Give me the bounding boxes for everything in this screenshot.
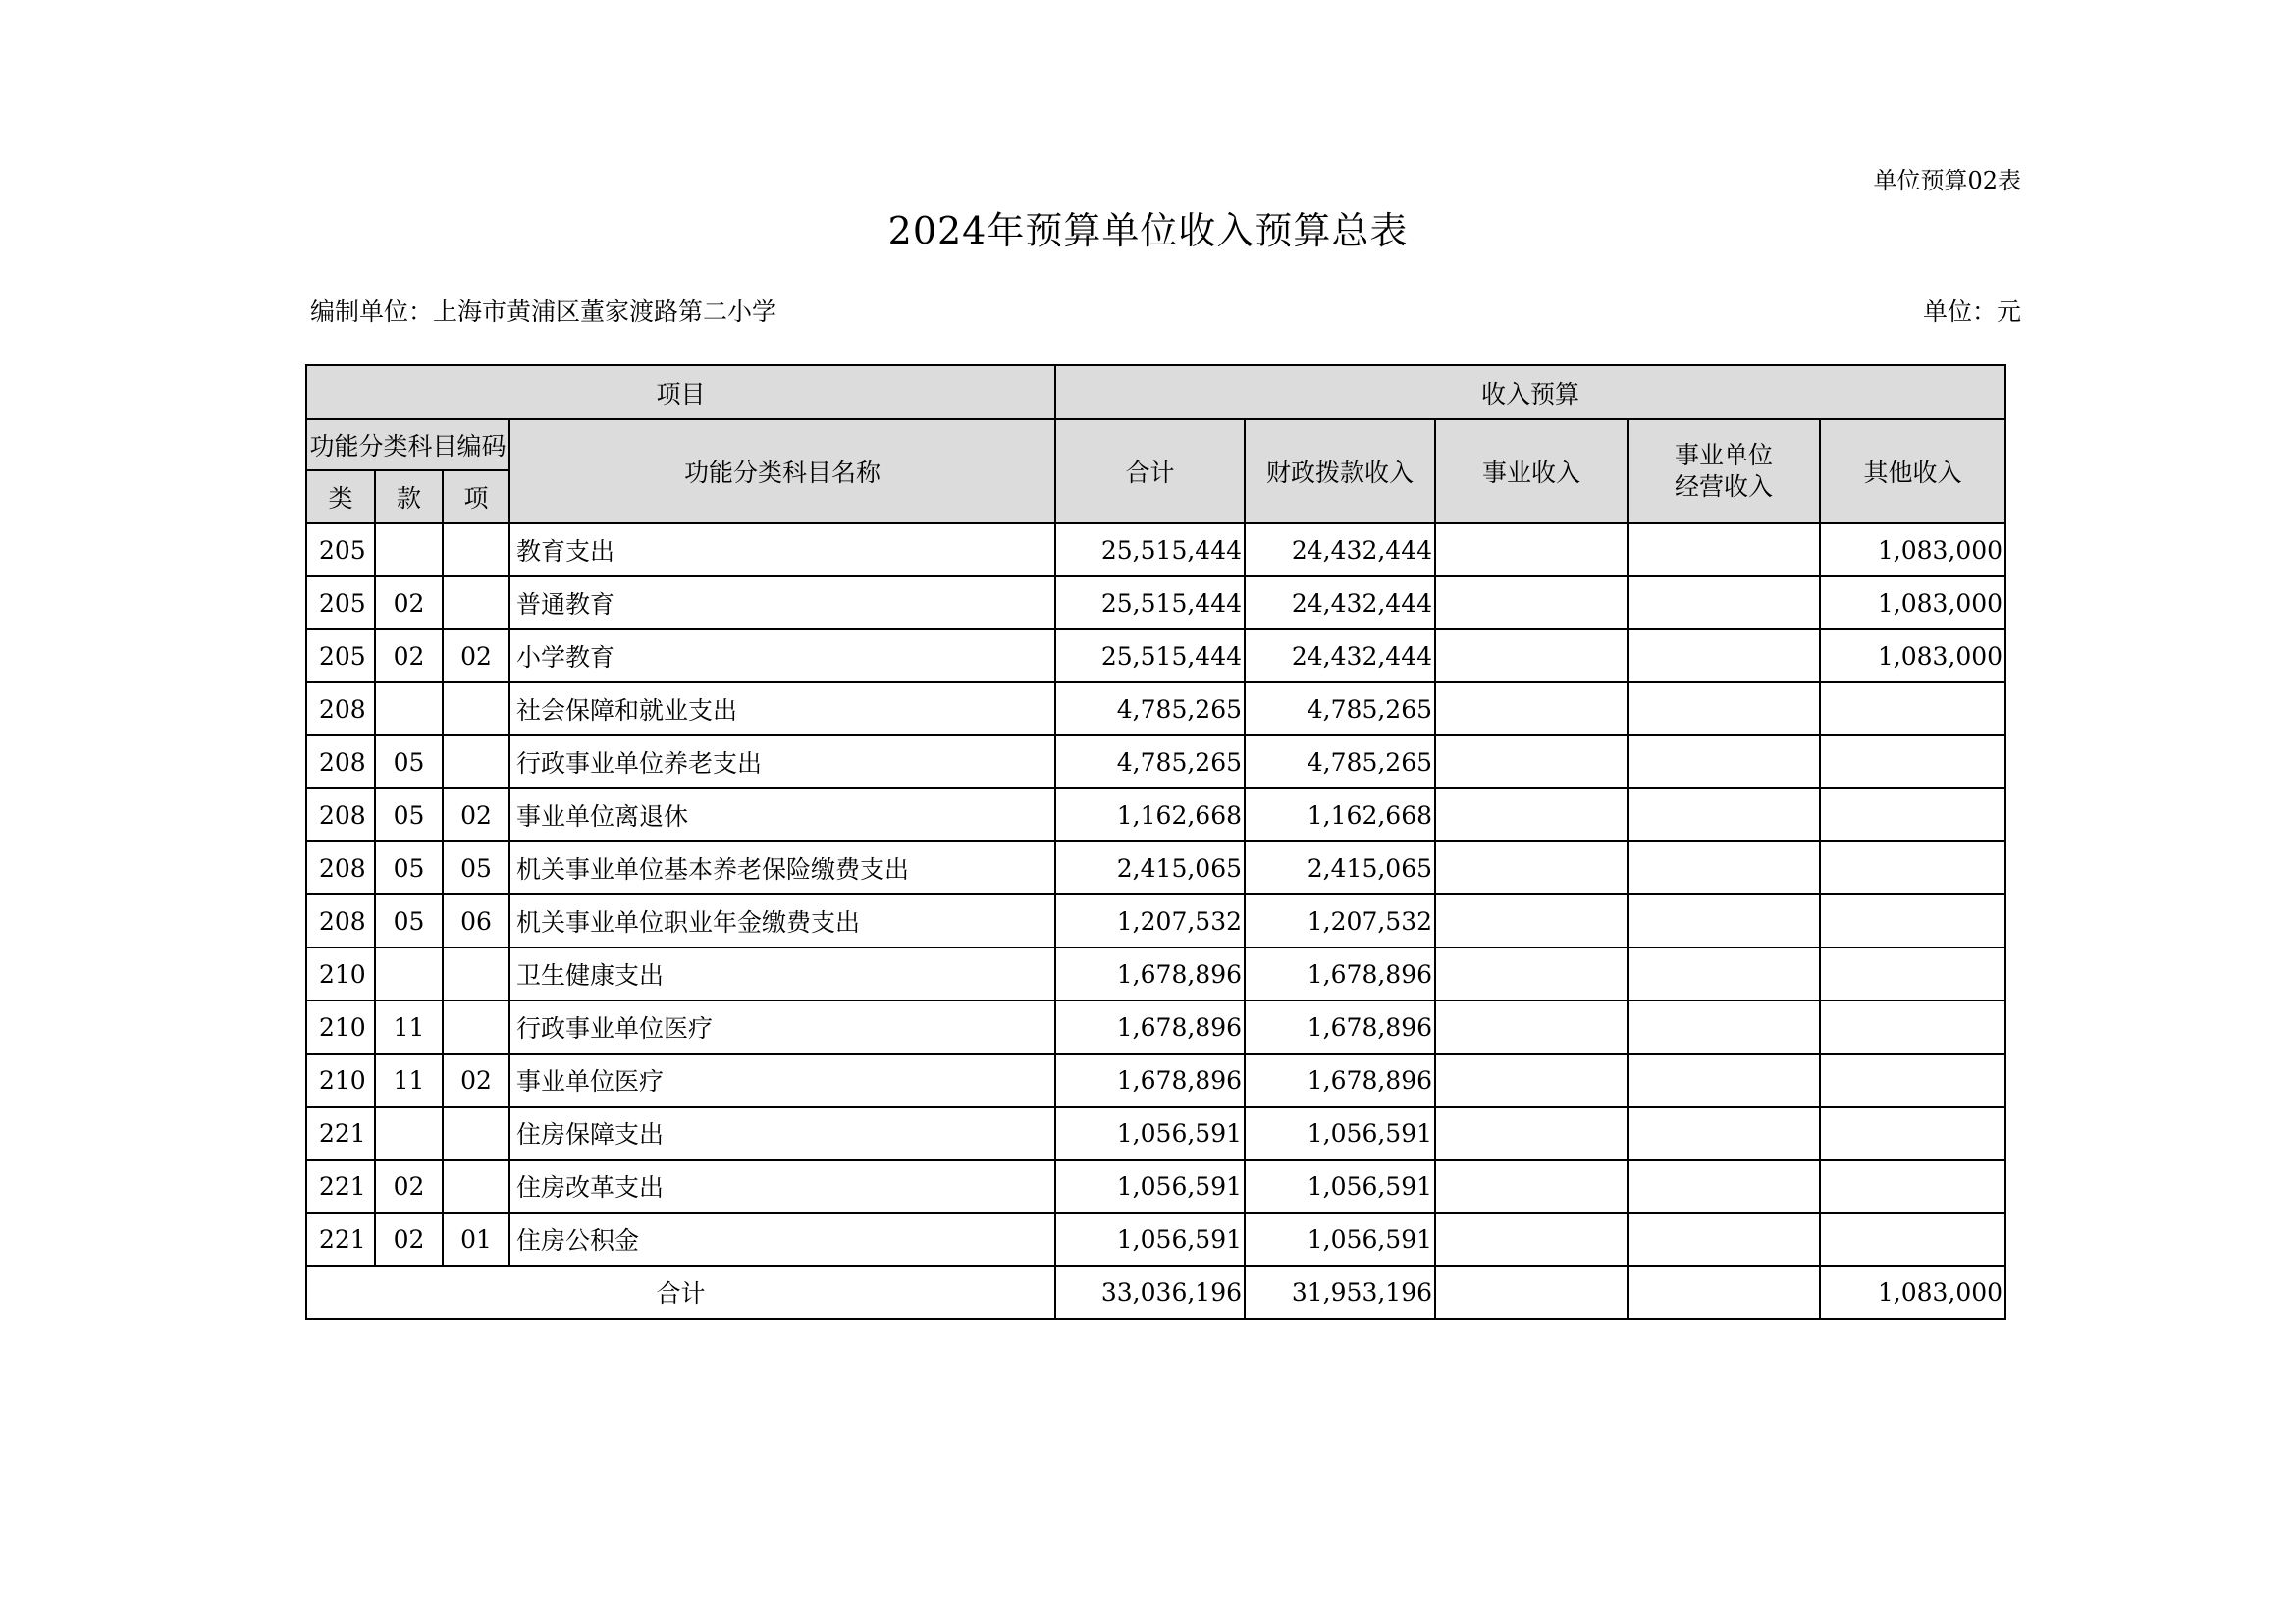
cell-fiscal: 1,056,591 — [1245, 1213, 1435, 1266]
cell-other — [1820, 894, 2005, 947]
cell-name: 住房改革支出 — [509, 1160, 1055, 1213]
cell-operating — [1628, 576, 1820, 629]
cell-other — [1820, 1213, 2005, 1266]
cell-xiang — [443, 1160, 509, 1213]
cell-kuan — [375, 947, 443, 1001]
cell-operating — [1628, 1213, 1820, 1266]
table-row — [306, 523, 2005, 576]
cell-other — [1820, 788, 2005, 841]
cell-total: 1,056,591 — [1055, 1213, 1245, 1266]
table-row — [306, 1160, 2005, 1213]
cell-lei: 205 — [306, 576, 375, 629]
total-cell-operating — [1628, 1266, 1820, 1319]
cell-kuan: 05 — [375, 841, 443, 894]
cell-fiscal: 24,432,444 — [1245, 576, 1435, 629]
total-label: 合计 — [306, 1266, 1055, 1319]
cell-total: 25,515,444 — [1055, 576, 1245, 629]
table-row — [306, 947, 2005, 1001]
cell-operating — [1628, 1054, 1820, 1107]
cell-name: 机关事业单位职业年金缴费支出 — [509, 894, 1055, 947]
cell-kuan: 02 — [375, 1160, 443, 1213]
table-row — [306, 682, 2005, 735]
cell-xiang — [443, 1001, 509, 1054]
cell-fiscal: 4,785,265 — [1245, 682, 1435, 735]
total-cell-business — [1435, 1266, 1628, 1319]
cell-total: 2,415,065 — [1055, 841, 1245, 894]
cell-lei: 208 — [306, 788, 375, 841]
cell-name: 住房公积金 — [509, 1213, 1055, 1266]
cell-other — [1820, 1001, 2005, 1054]
cell-other — [1820, 735, 2005, 788]
table-row — [306, 841, 2005, 894]
cell-other: 1,083,000 — [1820, 576, 2005, 629]
table-row — [306, 1107, 2005, 1160]
cell-total: 1,207,532 — [1055, 894, 1245, 947]
table-row — [306, 576, 2005, 629]
cell-name: 教育支出 — [509, 523, 1055, 576]
cell-name: 卫生健康支出 — [509, 947, 1055, 1001]
cell-operating — [1628, 682, 1820, 735]
cell-operating — [1628, 523, 1820, 576]
table-footer — [306, 1266, 2005, 1319]
cell-lei: 205 — [306, 629, 375, 682]
organization-label: 编制单位：上海市黄浦区董家渡路第二小学 — [310, 298, 777, 326]
cell-business — [1435, 1001, 1628, 1054]
cell-operating — [1628, 1107, 1820, 1160]
cell-total: 1,678,896 — [1055, 1001, 1245, 1054]
header-xiang: 项 — [443, 470, 509, 523]
cell-xiang: 02 — [443, 1054, 509, 1107]
table-row — [306, 788, 2005, 841]
cell-total: 1,056,591 — [1055, 1107, 1245, 1160]
cell-business — [1435, 1054, 1628, 1107]
header-func-code: 功能分类科目编码 — [306, 419, 509, 470]
cell-xiang — [443, 576, 509, 629]
cell-kuan: 02 — [375, 576, 443, 629]
cell-business — [1435, 947, 1628, 1001]
cell-business — [1435, 576, 1628, 629]
cell-fiscal: 1,056,591 — [1245, 1107, 1435, 1160]
cell-lei: 205 — [306, 523, 375, 576]
income-budget-table — [305, 364, 2006, 1320]
cell-fiscal: 24,432,444 — [1245, 629, 1435, 682]
form-number: 单位预算02表 — [1873, 167, 2021, 194]
cell-operating — [1628, 788, 1820, 841]
cell-lei: 221 — [306, 1107, 375, 1160]
cell-other — [1820, 841, 2005, 894]
cell-operating — [1628, 735, 1820, 788]
cell-lei: 208 — [306, 682, 375, 735]
cell-kuan: 05 — [375, 788, 443, 841]
table-row — [306, 735, 2005, 788]
table-header — [306, 365, 2005, 523]
cell-total: 1,162,668 — [1055, 788, 1245, 841]
cell-kuan: 05 — [375, 894, 443, 947]
cell-name: 小学教育 — [509, 629, 1055, 682]
cell-kuan: 11 — [375, 1001, 443, 1054]
header-business: 事业收入 — [1435, 419, 1628, 523]
cell-fiscal: 1,207,532 — [1245, 894, 1435, 947]
cell-kuan: 05 — [375, 735, 443, 788]
cell-name: 行政事业单位养老支出 — [509, 735, 1055, 788]
cell-lei: 208 — [306, 841, 375, 894]
cell-business — [1435, 629, 1628, 682]
cell-total: 1,678,896 — [1055, 947, 1245, 1001]
cell-name: 事业单位医疗 — [509, 1054, 1055, 1107]
table-row — [306, 629, 2005, 682]
cell-xiang — [443, 523, 509, 576]
cell-total: 1,678,896 — [1055, 1054, 1245, 1107]
cell-operating — [1628, 841, 1820, 894]
cell-name: 普通教育 — [509, 576, 1055, 629]
cell-other — [1820, 1107, 2005, 1160]
cell-operating — [1628, 1160, 1820, 1213]
table-row — [306, 1001, 2005, 1054]
cell-kuan: 02 — [375, 629, 443, 682]
cell-fiscal: 4,785,265 — [1245, 735, 1435, 788]
cell-xiang: 02 — [443, 788, 509, 841]
header-income-budget: 收入预算 — [1055, 365, 2005, 419]
cell-fiscal: 1,678,896 — [1245, 1001, 1435, 1054]
cell-fiscal: 1,678,896 — [1245, 1054, 1435, 1107]
cell-fiscal: 24,432,444 — [1245, 523, 1435, 576]
cell-business — [1435, 841, 1628, 894]
cell-fiscal: 1,056,591 — [1245, 1160, 1435, 1213]
cell-total: 4,785,265 — [1055, 735, 1245, 788]
cell-name: 行政事业单位医疗 — [509, 1001, 1055, 1054]
cell-fiscal: 2,415,065 — [1245, 841, 1435, 894]
cell-xiang: 06 — [443, 894, 509, 947]
cell-xiang: 01 — [443, 1213, 509, 1266]
cell-business — [1435, 523, 1628, 576]
header-func-name: 功能分类科目名称 — [509, 419, 1055, 523]
cell-lei: 208 — [306, 735, 375, 788]
cell-kuan: 11 — [375, 1054, 443, 1107]
cell-other — [1820, 1160, 2005, 1213]
cell-lei: 210 — [306, 1001, 375, 1054]
table-row — [306, 1054, 2005, 1107]
cell-xiang — [443, 947, 509, 1001]
cell-operating — [1628, 1001, 1820, 1054]
cell-total: 4,785,265 — [1055, 682, 1245, 735]
cell-business — [1435, 788, 1628, 841]
cell-lei: 221 — [306, 1160, 375, 1213]
cell-name: 事业单位离退休 — [509, 788, 1055, 841]
cell-business — [1435, 735, 1628, 788]
unit-label: 单位：元 — [1922, 298, 2021, 326]
cell-other — [1820, 947, 2005, 1001]
cell-fiscal: 1,678,896 — [1245, 947, 1435, 1001]
cell-lei: 221 — [306, 1213, 375, 1266]
total-row — [306, 1266, 2005, 1319]
total-cell-fiscal: 31,953,196 — [1245, 1266, 1435, 1319]
cell-business — [1435, 682, 1628, 735]
cell-total: 1,056,591 — [1055, 1160, 1245, 1213]
header-lei: 类 — [306, 470, 375, 523]
cell-name: 社会保障和就业支出 — [509, 682, 1055, 735]
cell-kuan — [375, 682, 443, 735]
header-operating-line2: 经营收入 — [1675, 472, 1774, 501]
cell-kuan: 02 — [375, 1213, 443, 1266]
cell-other — [1820, 1054, 2005, 1107]
cell-operating — [1628, 947, 1820, 1001]
table-body — [306, 523, 2005, 1266]
total-cell-total: 33,036,196 — [1055, 1266, 1245, 1319]
cell-name: 住房保障支出 — [509, 1107, 1055, 1160]
cell-lei: 210 — [306, 947, 375, 1001]
header-total: 合计 — [1055, 419, 1245, 523]
cell-other: 1,083,000 — [1820, 629, 2005, 682]
cell-operating — [1628, 629, 1820, 682]
cell-total: 25,515,444 — [1055, 629, 1245, 682]
header-operating — [1628, 419, 1820, 523]
page-title: 2024年预算单位收入预算总表 — [887, 209, 1409, 252]
cell-xiang: 05 — [443, 841, 509, 894]
cell-lei: 210 — [306, 1054, 375, 1107]
cell-xiang: 02 — [443, 629, 509, 682]
cell-fiscal: 1,162,668 — [1245, 788, 1435, 841]
header-operating-line1: 事业单位 — [1675, 441, 1774, 469]
cell-kuan — [375, 523, 443, 576]
cell-total: 25,515,444 — [1055, 523, 1245, 576]
header-other: 其他收入 — [1820, 419, 2005, 523]
header-project: 项目 — [306, 365, 1055, 419]
cell-kuan — [375, 1107, 443, 1160]
cell-xiang — [443, 682, 509, 735]
cell-business — [1435, 1107, 1628, 1160]
cell-business — [1435, 1160, 1628, 1213]
header-kuan: 款 — [375, 470, 443, 523]
cell-business — [1435, 1213, 1628, 1266]
cell-xiang — [443, 1107, 509, 1160]
table-row — [306, 894, 2005, 947]
table-row — [306, 1213, 2005, 1266]
cell-lei: 208 — [306, 894, 375, 947]
cell-name: 机关事业单位基本养老保险缴费支出 — [509, 841, 1055, 894]
cell-other — [1820, 682, 2005, 735]
cell-xiang — [443, 735, 509, 788]
header-fiscal: 财政拨款收入 — [1245, 419, 1435, 523]
cell-business — [1435, 894, 1628, 947]
total-cell-other: 1,083,000 — [1820, 1266, 2005, 1319]
cell-other: 1,083,000 — [1820, 523, 2005, 576]
cell-operating — [1628, 894, 1820, 947]
